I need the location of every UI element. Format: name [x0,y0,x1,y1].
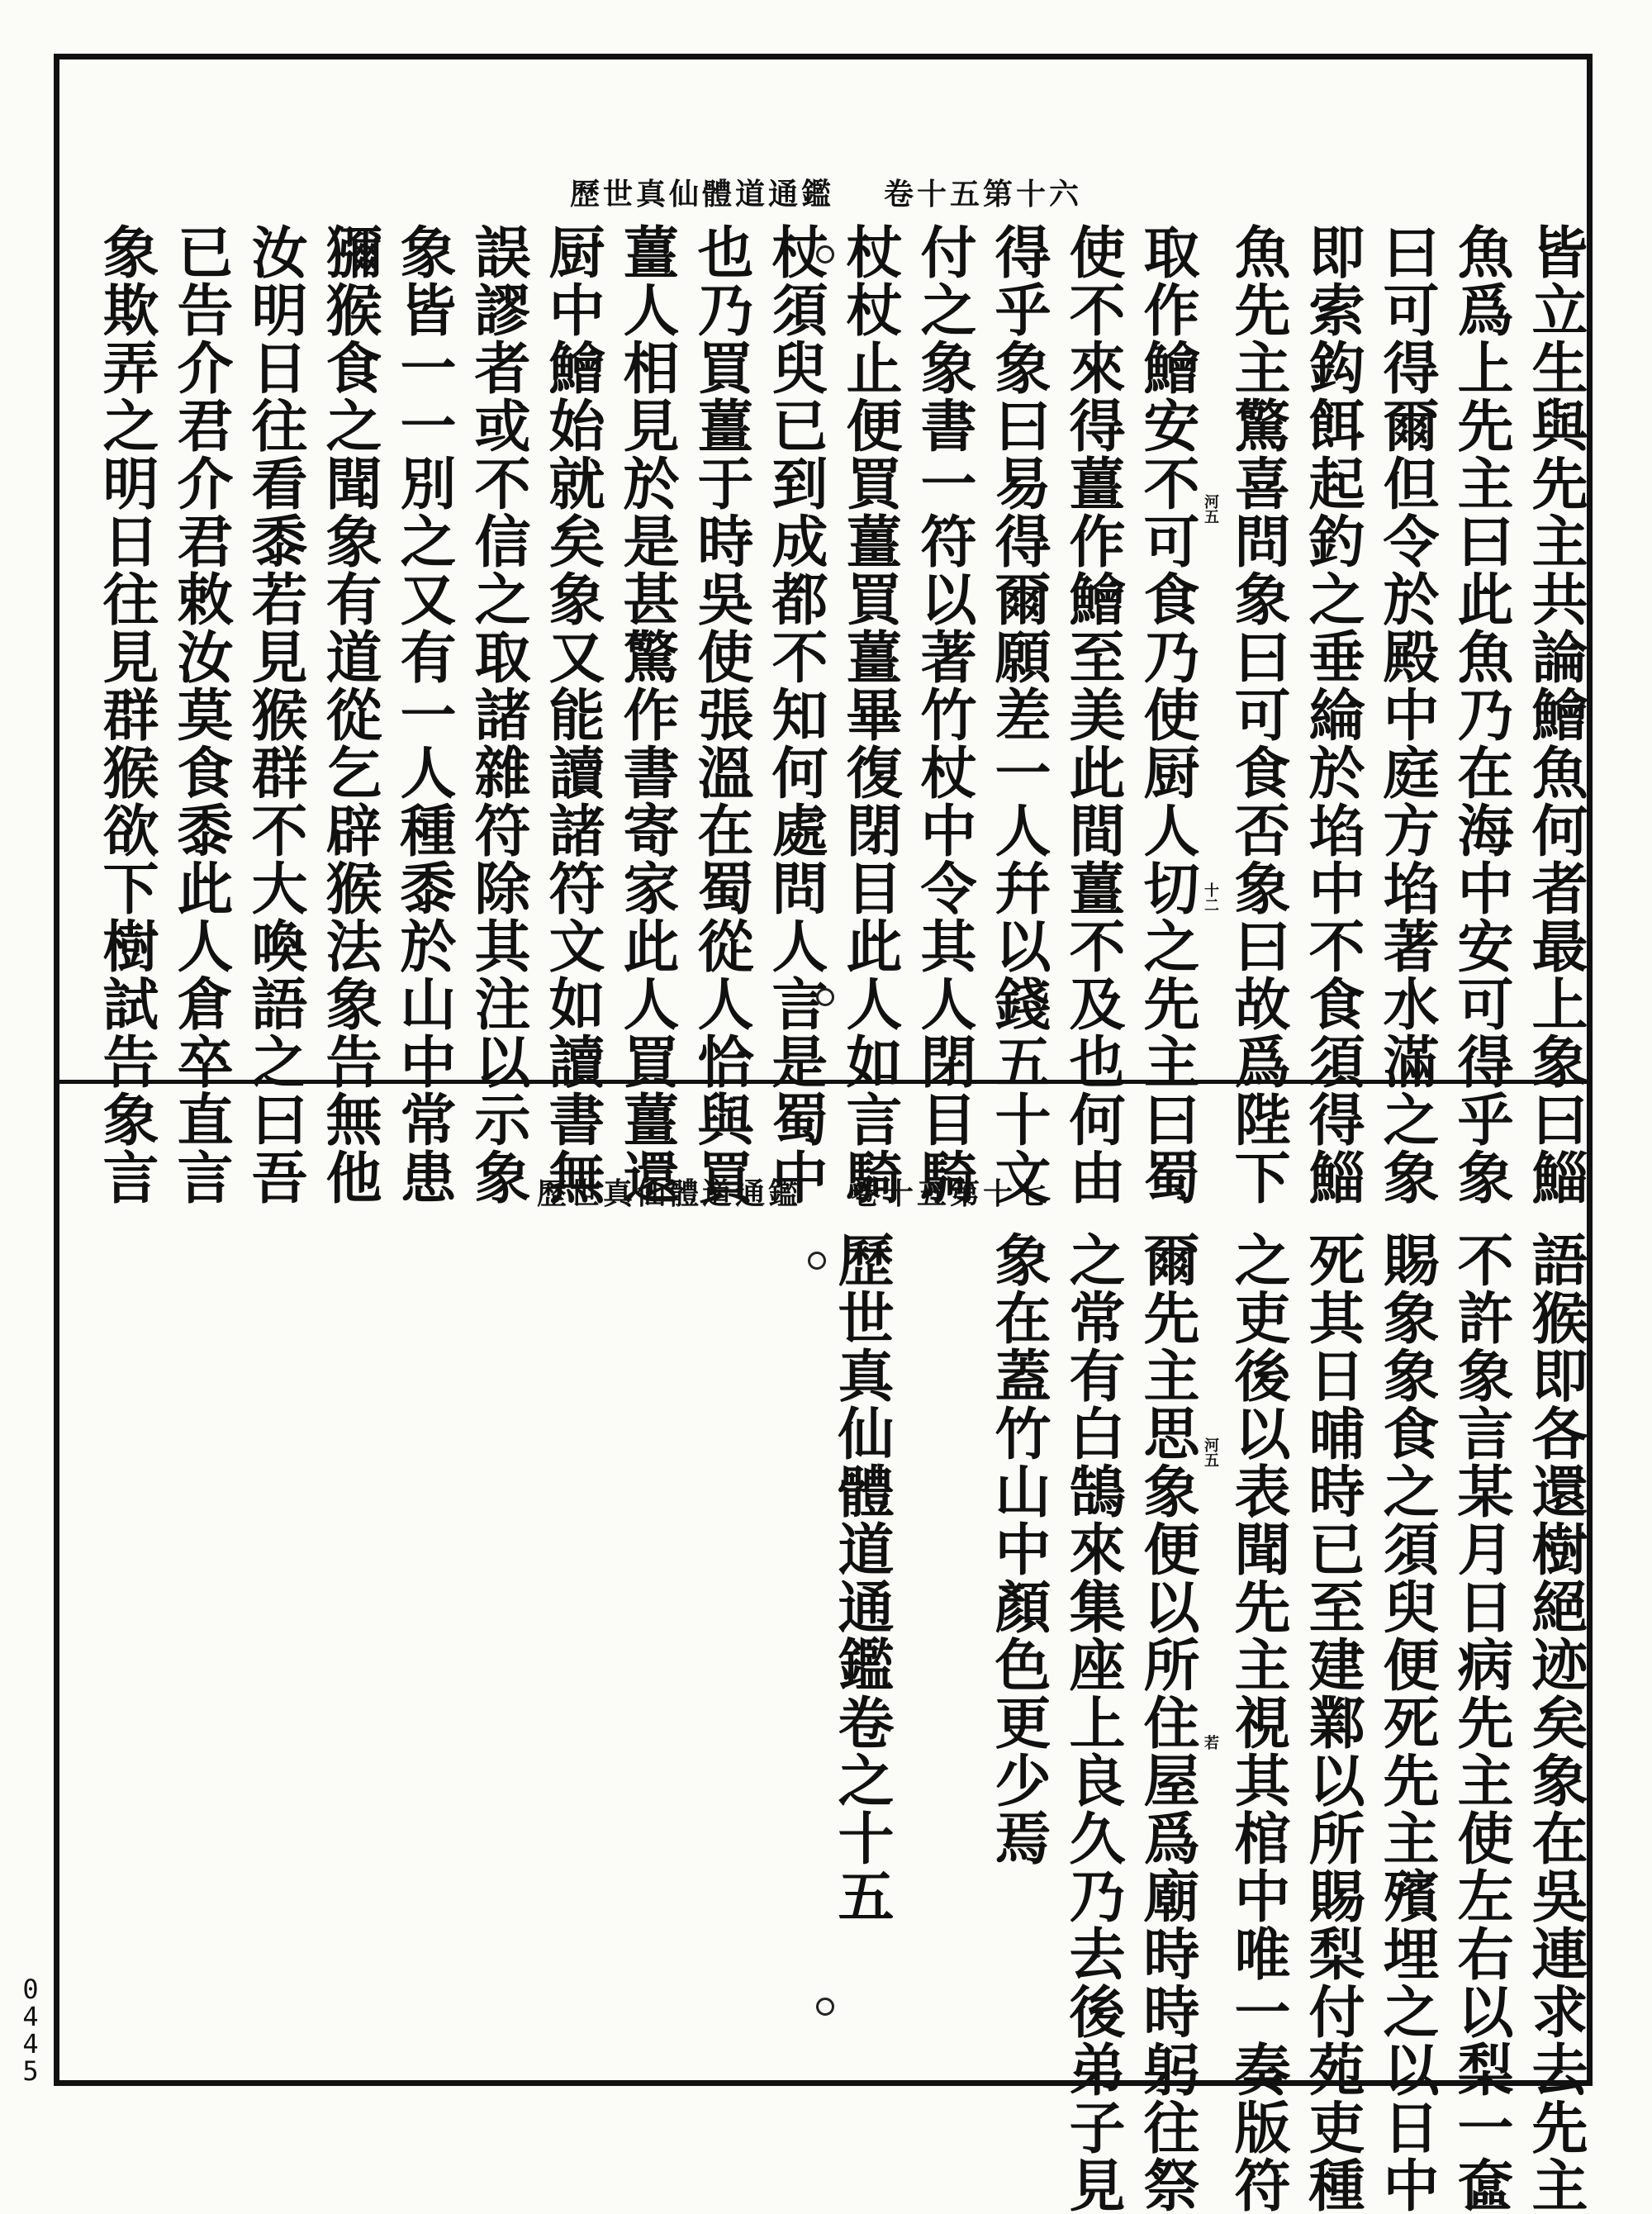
text-column: 杖杖止便買薑買薑畢復閉目此人如言騎 [837,223,903,1206]
text-column: 賜象象食之須臾便死先主殯埋之以日中 [1374,1231,1440,2214]
circle-mark [816,988,834,1006]
text-column: 誤謬者或不信之取諸雜符除其注以示象 [465,223,531,1206]
bottom-page-header [537,1171,1049,1213]
text-column: 得乎象曰易得爾願差一人幷以錢五十文 [985,223,1051,1206]
text-column: 薑人相見於是甚驚作書寄家此人買薑還 [614,223,680,1206]
page-number: 0445 [22,1974,39,2087]
top-header-title: 歷世真仙體道通鑑 [570,177,835,211]
text-column: 已告介君介君敕汝莫食黍此人倉卒直言 [168,223,234,1206]
text-column: 杖須臾已到成都不知何處問人言是蜀中 [762,223,828,1206]
text-column: 汝明日往看黍若見猴群不大喚語之曰吾 [242,223,308,1206]
text-column: 爾先主思象便以所住屋爲廟時時躬往祭 [1134,1231,1200,2214]
text-column: 魚爲上先主曰此魚乃在海中安可得乎象 [1448,223,1514,1206]
text-column: 之常有白鵠來集座上良久乃去後弟子見 [1060,1231,1126,2214]
text-column: 厨中鱠始就矣象又能讀諸符文如讀書無 [539,223,605,1206]
closing-title: 歷世真仙體道通鑑卷之十五 [828,1231,895,1925]
text-column: 曰可得爾但令於殿中庭方埳著水滿之象 [1374,223,1440,1206]
text-column: 魚先主驚喜問象曰可食否象曰故爲陛下 [1225,223,1291,1206]
circle-mark [808,1252,826,1270]
text-column: 之吏後以表聞先主視其棺中唯一奏版符 [1225,1231,1291,2214]
top-page-header [570,171,1082,213]
text-column: 象在蓋竹山中顏色更少焉 [985,1231,1051,1867]
bottom-header-volume: 卷十五第十七 [851,1176,1050,1211]
text-column: 也乃買薑于時吳使張溫在蜀從人恰與買 [688,223,754,1206]
text-column: 皆立生與先主共論鱠魚何者最上象曰鯔 [1522,223,1588,1206]
text-column: 取作鱠安不可食乃使厨人切之先主曰蜀 [1134,223,1200,1206]
text-column: 使不來得薑作鱠至美此間薑不及也何由 [1060,223,1126,1206]
text-column: 付之象書一符以著竹杖中令其人閉目騎 [911,223,977,1206]
text-column: 不許象言某月日病先主使左右以梨一奩 [1448,1231,1514,2214]
marginal-note: 河五 [1202,494,1219,524]
circle-mark [816,245,834,264]
circle-mark [816,1998,834,2016]
text-column: 象欺弄之明日往見群猴欲下樹試告象言 [93,223,159,1206]
text-column: 死其日晡時已至建鄴以所賜梨付苑吏種 [1299,1231,1365,2214]
text-column: 語猴即各還樹絕迹矣象在吳連求去先主 [1522,1231,1588,2214]
top-header-volume: 卷十五第十六 [884,177,1083,211]
text-column: 象皆一一別之又有一人種黍於山中常患 [391,223,457,1206]
text-column: 獼猴食之聞象有道從乞辟猴法象告無他 [316,223,382,1206]
marginal-note: 十二 [1202,882,1219,912]
text-column: 即索鈎餌起釣之垂綸於埳中不食須得鯔 [1299,223,1365,1206]
marginal-note: 若 [1202,1735,1219,1750]
marginal-note: 河五 [1202,1437,1219,1467]
bottom-header-title: 歷世真仙體道通鑑 [537,1176,802,1211]
